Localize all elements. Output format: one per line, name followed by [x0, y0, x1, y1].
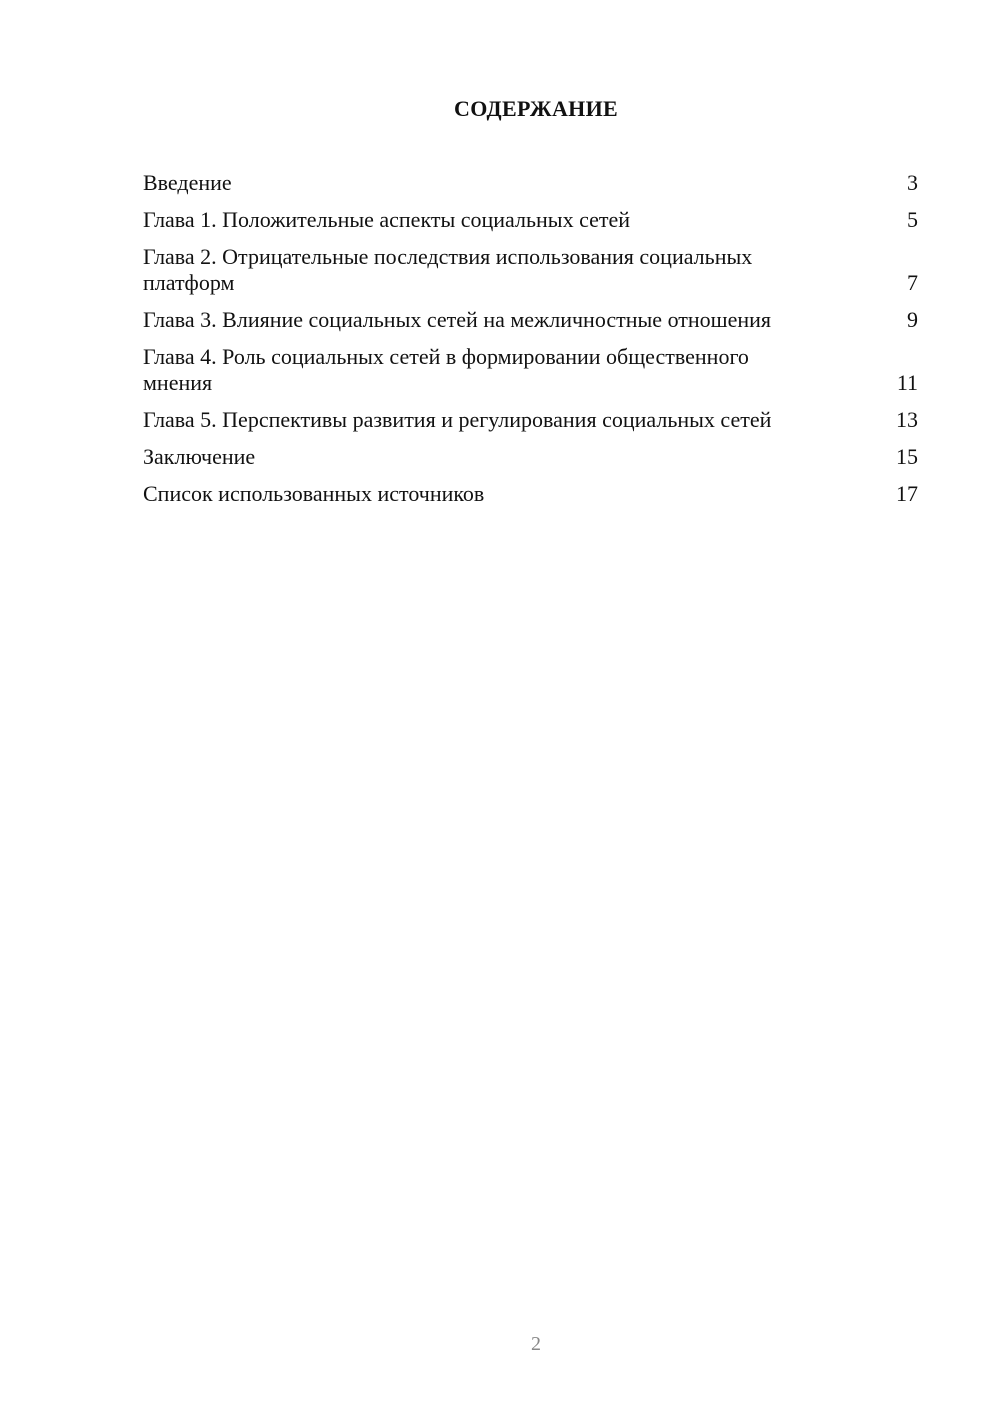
toc-entry-page: 17: [896, 481, 918, 506]
toc-entry-chapter-2[interactable]: [143, 244, 918, 296]
toc-entry-page: 7: [907, 270, 918, 295]
toc-entry-chapter-5[interactable]: [143, 407, 918, 433]
toc-entry-introduction[interactable]: [143, 170, 918, 196]
toc-entry-label: Заключение: [143, 444, 256, 469]
table-of-contents: [143, 170, 918, 518]
toc-entry-page: 11: [896, 370, 918, 395]
toc-entry-label: Глава 5. Перспективы развития и регулирования социальных сетей: [143, 407, 772, 432]
toc-entry-conclusion[interactable]: [143, 444, 918, 470]
toc-entry-references[interactable]: [143, 481, 918, 507]
toc-entry-page: 15: [896, 444, 918, 469]
toc-entry-label: Введение: [143, 170, 232, 195]
toc-entry-page: 13: [896, 407, 918, 432]
toc-entry-chapter-4[interactable]: [143, 344, 918, 396]
toc-entry-page: 9: [907, 307, 918, 332]
toc-entry-label: Глава 3. Влияние социальных сетей на межличностные отношения: [143, 307, 772, 332]
toc-entry-page: 3: [907, 170, 918, 195]
toc-entry-page: 5: [907, 207, 918, 232]
toc-entry-label: Глава 1. Положительные аспекты социальных сетей: [143, 207, 631, 232]
toc-entry-label: Глава 4. Роль социальных сетей в формировании общественного мнения: [143, 344, 749, 395]
toc-entry-label: Список использованных источников: [143, 481, 485, 506]
toc-entry-chapter-3[interactable]: [143, 307, 918, 333]
page-title: СОДЕРЖАНИЕ: [454, 96, 618, 121]
toc-entry-chapter-1[interactable]: [143, 207, 918, 233]
toc-entry-label: Глава 2. Отрицательные последствия использования социальных платформ: [143, 244, 753, 295]
page-number: 2: [531, 1333, 541, 1355]
